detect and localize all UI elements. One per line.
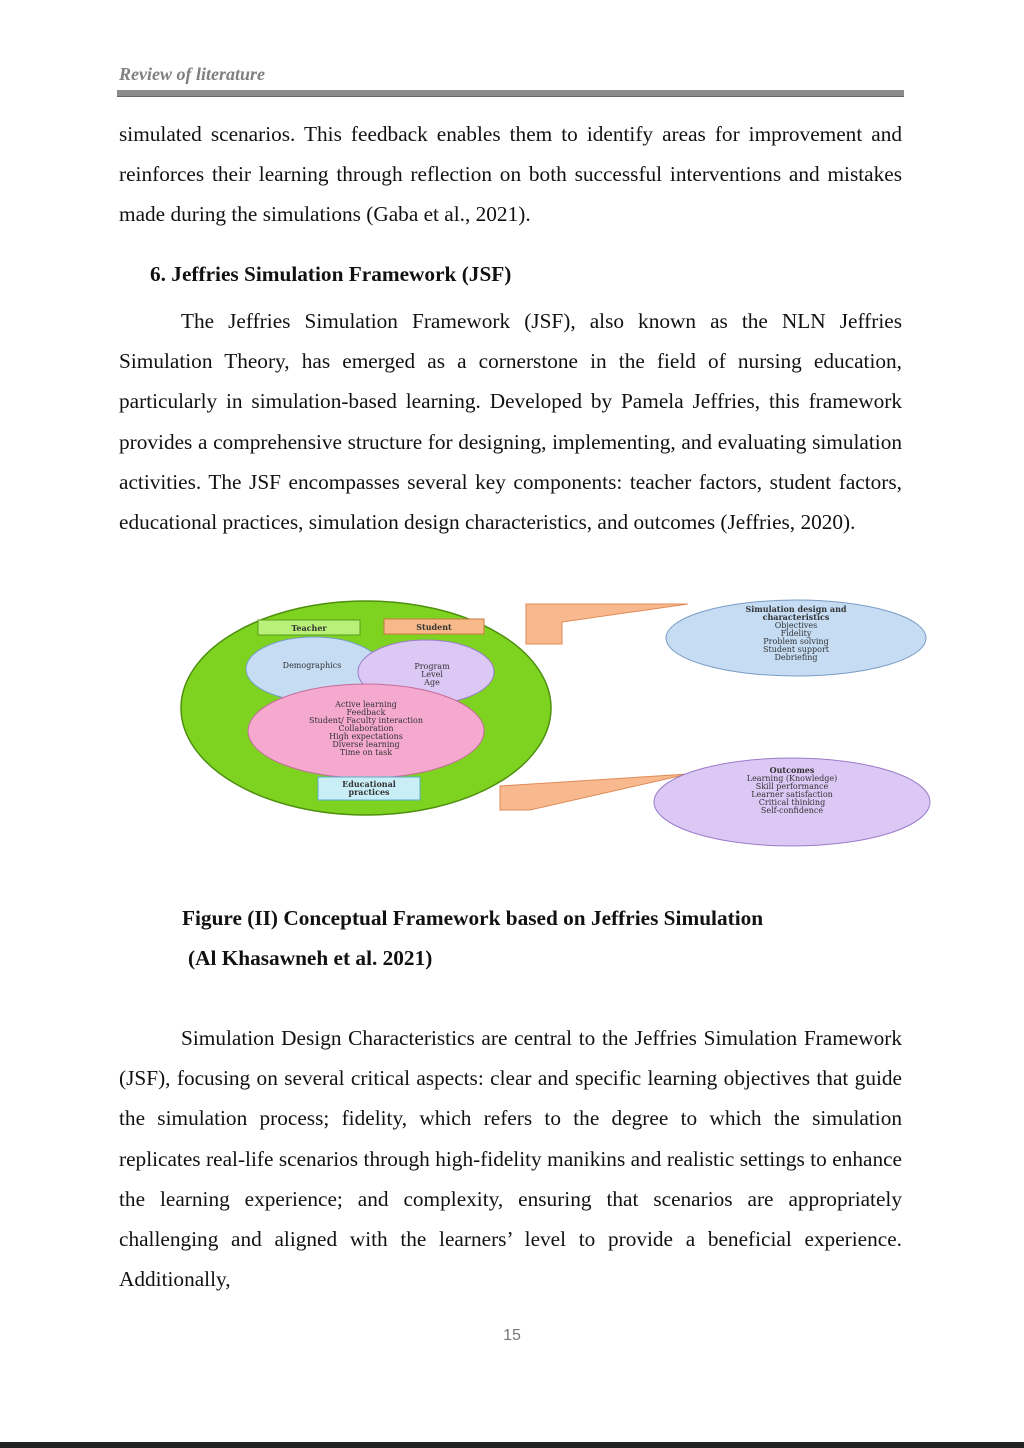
bottom-rule (0, 1442, 1024, 1448)
paragraph-1: simulated scenarios. This feedback enables them to identify areas for improvement and reinforces their learning through reflection on both successful interventions and mistakes made during the simulations (Gaba et al., 2021). (119, 122, 902, 227)
sim-design-callout (526, 604, 688, 644)
page-number: 15 (503, 1327, 521, 1344)
educational-practices-label-2: practices (348, 787, 390, 797)
practice-item: Time on task (339, 748, 393, 757)
framework-diagram (178, 596, 938, 858)
practice-item: Feedback (346, 708, 386, 717)
practice-item: Diverse learning (332, 740, 400, 749)
outcomes-item: Skill performance (755, 782, 829, 791)
outcomes-item: Learner satisfaction (751, 790, 833, 799)
caption-line-2: (Al Khasawneh et al. 2021) (188, 946, 433, 970)
running-head: Review of literature (119, 64, 265, 84)
outcomes-title: Outcomes (769, 765, 815, 775)
age-label: Age (424, 678, 440, 687)
outcomes-item: Critical thinking (758, 798, 826, 807)
outcomes-item: Self-confidence (760, 806, 824, 815)
outcomes-item: Learning (Knowledge) (746, 774, 838, 783)
practice-item: Active learning (335, 700, 397, 709)
practice-item: Collaboration (338, 724, 394, 733)
teacher-label: Teacher (291, 623, 327, 633)
sim-design-item: Fidelity (780, 629, 812, 638)
practice-item: Student/ Faculty interaction (308, 716, 424, 725)
sim-design-item: Debriefing (774, 653, 818, 662)
header-rule (117, 90, 904, 97)
demographics-label: Demographics (282, 661, 342, 670)
paragraph-2: The Jeffries Simulation Framework (JSF), also known as the NLN Jeffries Simulation Theory, has emerged as a cornerstone in the field of nursing education, particularly in simulation-based learning. Developed by Pamela Jeffries, this framework provides a comprehensive structure for designing, implementing, and evaluating simulation activities. The JSF encompasses several key components: teacher factors, student factors, educational practices, simulation design characteristics, and outcomes (Jeffries, 2020). (119, 309, 902, 535)
program-label: Program (414, 662, 450, 671)
paragraph-3: Simulation Design Characteristics are central to the Jeffries Simulation Framework (JSF), focusing on several critical aspects: clear and specific learning objectives that guide the simulation process; fidelity, which refers to the degree to which the simulation replicates real-life scenarios through high-fidelity manikins and realistic settings to enhance the learning experience; and complexity, ensuring that scenarios are appropriately challenging and aligned with the learners’ level to provide a beneficial experience. Additionally, (119, 1026, 902, 1292)
sim-design-title: Simulation design and (745, 604, 847, 614)
section-heading: 6. Jeffries Simulation Framework (JSF) (150, 262, 512, 286)
sim-design-item: Student support (763, 645, 829, 654)
sim-design-item: Problem solving (763, 637, 829, 646)
caption-line-1: Figure (II) Conceptual Framework based on Jeffries Simulation (182, 906, 764, 930)
sim-design-item: Objectives (774, 621, 818, 630)
student-label: Student (416, 622, 452, 632)
practice-item: High expectations (329, 732, 403, 741)
framework-figure (178, 596, 938, 858)
educational-practices-label-1: Educational (342, 779, 396, 789)
sim-design-title: characteristics (762, 612, 830, 622)
figure-caption (182, 898, 763, 978)
level-label: Level (421, 670, 443, 679)
